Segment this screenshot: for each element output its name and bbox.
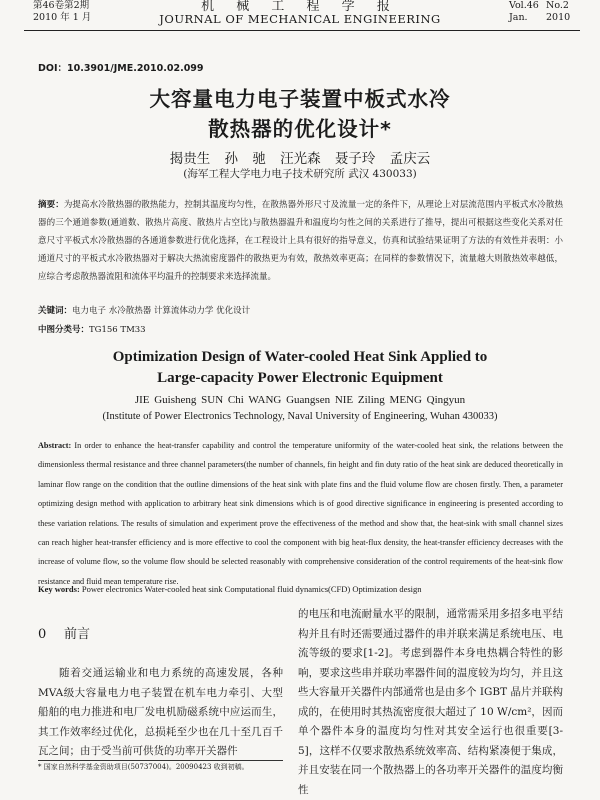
- number: No.2: [546, 0, 569, 11]
- month: Jan.: [508, 12, 528, 23]
- abstract-en-label: Abstract:: [38, 441, 72, 450]
- abstract-cn-text: 为提高水冷散热器的散热能力，控制其温度均匀性，在散热器外形尺寸及流量一定的条件下，从理论上对层流范围内平板式水冷散热器的三个通道参数(通道数、散热片高度、散热片占空比)与散热器温升和温度均匀性之间的关系进行了推导，提出可根据这些变化关系对任意尺寸平板式水冷散热器的各通道参数进行优化选择，在工程设计上具有很好的指导意义，仿真和试验结果证明了方法的有效性并表明：小通道尺寸的平板式水冷散热器对于解决大热流密度器件的散热更为有效，散热效率更高；在同样的参数情况下，流量越大则散热效率越低，应综合考虑散热器流阻和流体平均温升的控制要求来选择流量。: [38, 200, 563, 282]
- intro-paragraph-right: 的电压和电流耐量水平的限制，通常需采用多招多电平结构并且有时还需要通过器件的串并联来满足系统电压、电流等级的要求[1-2]。考虑到器件本身电热耦合特性的影响，要求这些串并联功率器件间的温度较为均匀，并且这些大容量开关器件内部通常也是由多个 IGBT 晶片并联构成的，在使用时其热流密度很大超过了 10 W/cm²，因而单个器件本身的温度均匀性对其安全运行也很重要[3-5]，这样不仅要求散热系统效率高、结构紧凑便于集成，并且安装在同一个散热器上的各功率开关器件的温度均衡性: [298, 608, 563, 796]
- footnote: * 国家自然科学基金资助项目(50737004)。20090423 收到初稿。: [38, 760, 283, 772]
- issue-date: 2010 年 1 月: [33, 12, 92, 23]
- affiliation-cn: (海军工程大学电力电子技术研究所 武汉 430033): [183, 168, 417, 180]
- title-cn-line2: 散热器的优化设计*: [208, 117, 392, 141]
- title-cn: [0, 84, 600, 144]
- keywords-en-label: Key words:: [38, 584, 80, 594]
- authors-cn: 揭贵生 孙 驰 汪光森 聂子玲 孟庆云: [169, 151, 431, 167]
- keywords-cn: [38, 304, 250, 316]
- journal-header: [0, 0, 600, 30]
- classification-cn-label: 中图分类号：: [38, 325, 90, 335]
- section-number: 0: [38, 627, 47, 642]
- journal-name-cn: 机 械 工 程 学 报: [201, 0, 399, 14]
- classification-cn-text: TG156 TM33: [89, 325, 146, 335]
- title-en-line1: Optimization Design of Water-cooled Heat Sink Applied to: [112, 349, 488, 365]
- title-en-line2: Large-capacity Power Electronic Equipment: [157, 370, 443, 386]
- keywords-cn-text: 电力电子 水冷散热器 计算流体动力学 优化设计: [72, 306, 251, 316]
- affiliation-en: (Institute of Power Electronics Technology, Naval University of Engineering, Wuhan 430033): [102, 411, 498, 422]
- journal-name-en: JOURNAL OF MECHANICAL ENGINEERING: [159, 12, 441, 26]
- abstract-cn: [38, 196, 563, 286]
- abstract-cn-label: 摘要：: [38, 200, 64, 210]
- section-heading: [38, 623, 283, 642]
- volume-info: [509, 0, 580, 24]
- keywords-en: [38, 584, 422, 594]
- authors-en: JIE Guisheng SUN Chi WANG Guangsen NIE Ziling MENG Qingyun: [134, 394, 466, 406]
- keywords-cn-label: 关键词：: [38, 306, 73, 316]
- title-en: [0, 347, 600, 389]
- doi: DOI：10.3901/JME.2010.02.099: [38, 63, 204, 74]
- classification-cn: [38, 323, 146, 335]
- intro-paragraph-left: 随着交通运输业和电力系统的高速发展，各种MVA级大容量电力电子装置在机车电力牵引、大型船舶的电力推进和电厂发电机励磁系统中应运而生，其工作效率经过优化，总损耗至少也在几十至几百千瓦之间；由于受当前可供货的功率开关器件: [38, 667, 283, 757]
- left-column: [38, 605, 283, 762]
- keywords-en-text: Power electronics Water-cooled heat sink Computational fluid dynamics(CFD) Optimization design: [81, 584, 422, 594]
- abstract-en-text: In order to enhance the heat-transfer capability and control the temperature uniformity of the water-cooled heat sink, the relations between the dimensionless thermal resistance and three channel parameters(the number of channels, fin height and fin duty ratio of the heat sink are deduced theoretically in laminar flow range on the condition that the outline dimensions of the heat sink with plate fins and the fluid volume flow are chosen firstly. Then, a parameter optimizing design method with application to arbitrary heat sink dimensions which is of good directive significance in engineering is presented according to these variation relations. The results of simulation and experiment prove the effectiveness of the method and show that, the heat-sink with small channel sizes can reach higher heat-transfer efficiency and is more effective to cool the component with big heat-flux density, the heat-transfer efficiency decreases with the increase of volume flow, so the volume flow should be selected reasonably with comprehensive consideration of the control requirements of the heat-sink flow resistance and fluid mean temperature rise.: [38, 441, 563, 586]
- title-cn-line1: 大容量电力电子装置中板式水冷: [149, 87, 451, 111]
- abstract-en: [38, 436, 563, 591]
- volume: Vol.46: [508, 0, 539, 11]
- section-title: 前言: [64, 627, 91, 642]
- issue-volume: 第46卷第2期: [33, 0, 90, 11]
- year: 2010: [546, 12, 571, 23]
- header-rule: [24, 30, 580, 31]
